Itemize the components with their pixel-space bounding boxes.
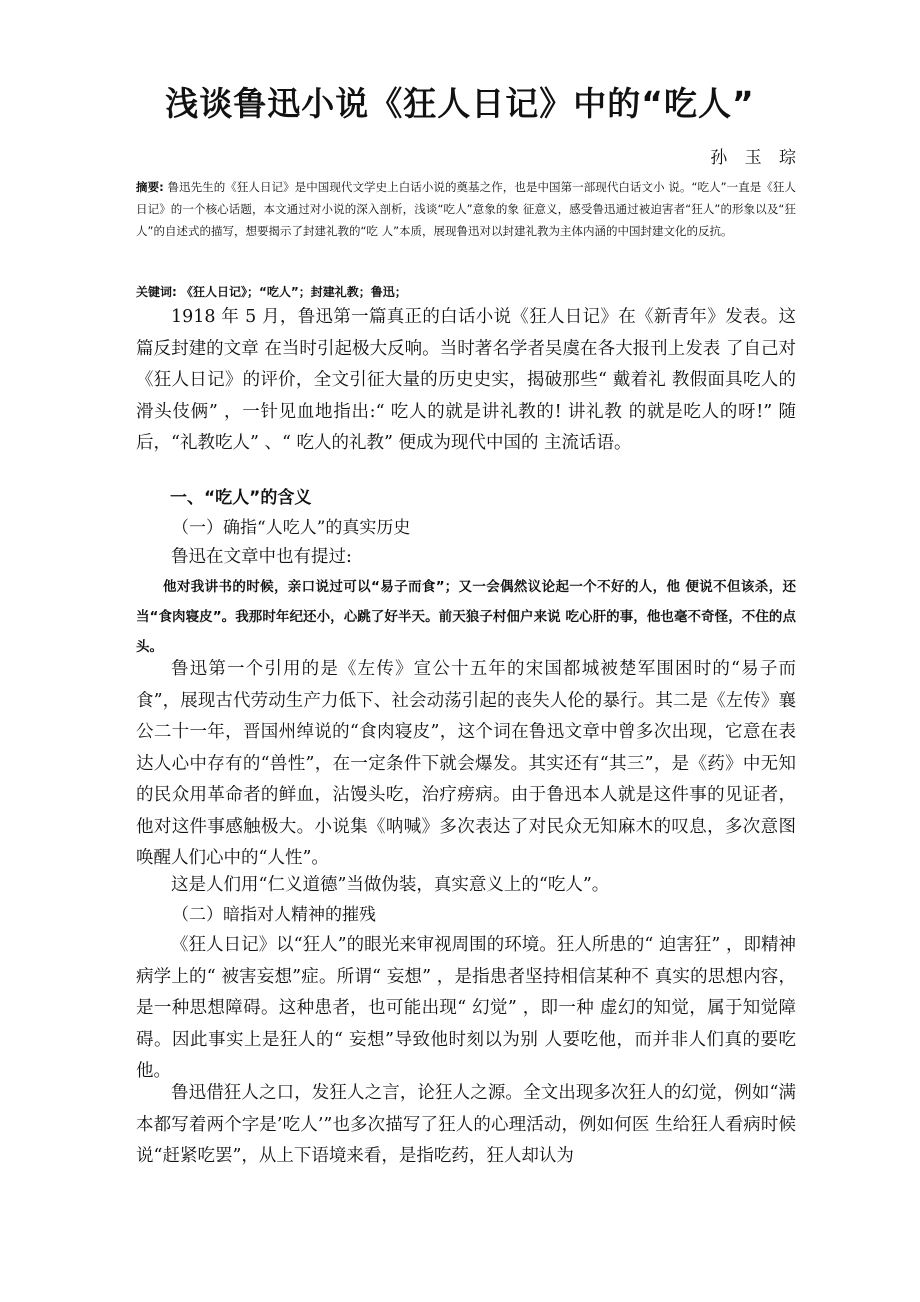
intro-paragraph: 1918 年 5 月，鲁迅第一篇真正的白话小说《狂人日记》在《新青年》发表。这篇反封建的文章 在当时引起极大反响。当时著名学者吴虞在各大报刊上发表 了自己对《狂人日记》的评价，全文引征大量的历史史实，揭破那些“ 戴着礼 教假面具吃人的滑头伎俩” ，一针见血地指出:“ 吃人的就是讲礼教的! 讲礼教 的就是吃人的呀!” 随后，“礼教吃人” 、“ 吃人的礼教” 便成为现代中国的 主流话语。 [136,307,796,453]
sub1-intro: 鲁迅在文章中也有提过: [171,547,352,567]
section-heading: 一、“吃人”的含义 [170,488,312,508]
body-paragraph: 这是人们用“仁义道德”当做伪装，真实意义上的“吃人”。 [171,875,610,895]
subsection-heading: （一）确指“人吃人”的真实历史 [172,518,411,538]
subsection-heading: （二）暗指对人精神的摧残 [172,905,376,925]
abstract [136,176,796,242]
body-paragraph: 《狂人日记》以“狂人”的眼光来审视周围的环境。狂人所患的“ 迫害狂” ，即精神病学上的“ 被害妄想”症。所谓“ 妄想” ，是指患者坚持相信某种不 真实的思想内容，是一种思想障碍。这种患者，也可能出现“ 幻觉” ，即一种 虚幻的知觉，属于知觉障碍。因此事实上是狂人的“ 妄想”导致他时刻以为别 人要吃他，而并非人们真的要吃他。 [136,935,796,1081]
abstract-label: 摘要: [136,180,164,194]
keywords: 关键词: 《狂人日记》；“吃人”；封建礼教；鲁迅； [136,285,407,299]
author-name: 孙 玉 琮 [710,148,802,168]
body-paragraph: 鲁迅第一个引用的是《左传》宣公十五年的宋国都城被楚军围困时的“易子而食”，展现古代劳动生产力低下、社会动荡引起的丧失人伦的暴行。其二是《左传》襄公二十一年，晋国州绰说的“食肉寝皮”，这个词在鲁迅文章中曾多次出现，它意在表达人心中存有的“兽性”，在一定条件下就会爆发。其实还有“其三”，是《药》中无知的民众用革命者的鲜血，沾馒头吃，治疗痨病。由于鲁迅本人就是这件事的见证者，他对这件事感触极大。小说集《呐喊》多次表达了对民众无知麻木的叹息，多次意图唤醒人们心中的“人性”。 [136,659,796,868]
abstract-text: 鲁迅先生的《狂人日记》是中国现代文学史上白话小说的奠基之作，也是中国第一部现代白话文小 说。“吃人”一直是《狂人日记》的一个核心话题，本文通过对小说的深入剖析，浅谈“吃人”意象的象 征意义，感受鲁迅通过被迫害者“狂人”的形象以及“狂人”的自述式的描写，想要揭示了封建礼教的“吃 人”本质，展现鲁迅对以封建礼教为主体内涵的中国封建文化的反抗。 [136,180,796,238]
document-title: 浅谈鲁迅小说《狂人日记》中的“吃人” [165,84,755,123]
block-quote: 他对我讲书的时候，亲口说过可以“易子而食”；又一会偶然议论起一个不好的人，他 便说不但该杀，还当“食肉寝皮”。我那时年纪还小，心跳了好半天。前天狼子村佃户来说 吃心肝的事，他也毫不奇怪，不住的点头。 [136,579,796,655]
body-paragraph: 鲁迅借狂人之口，发狂人之言，论狂人之源。全文出现多次狂人的幻觉，例如“满本都写着两个字是’吃人’”也多次描写了狂人的心理活动，例如何医 生给狂人看病时候说“赶紧吃罢”，从上下语境来看，是指吃药，狂人却认为 [136,1083,796,1166]
